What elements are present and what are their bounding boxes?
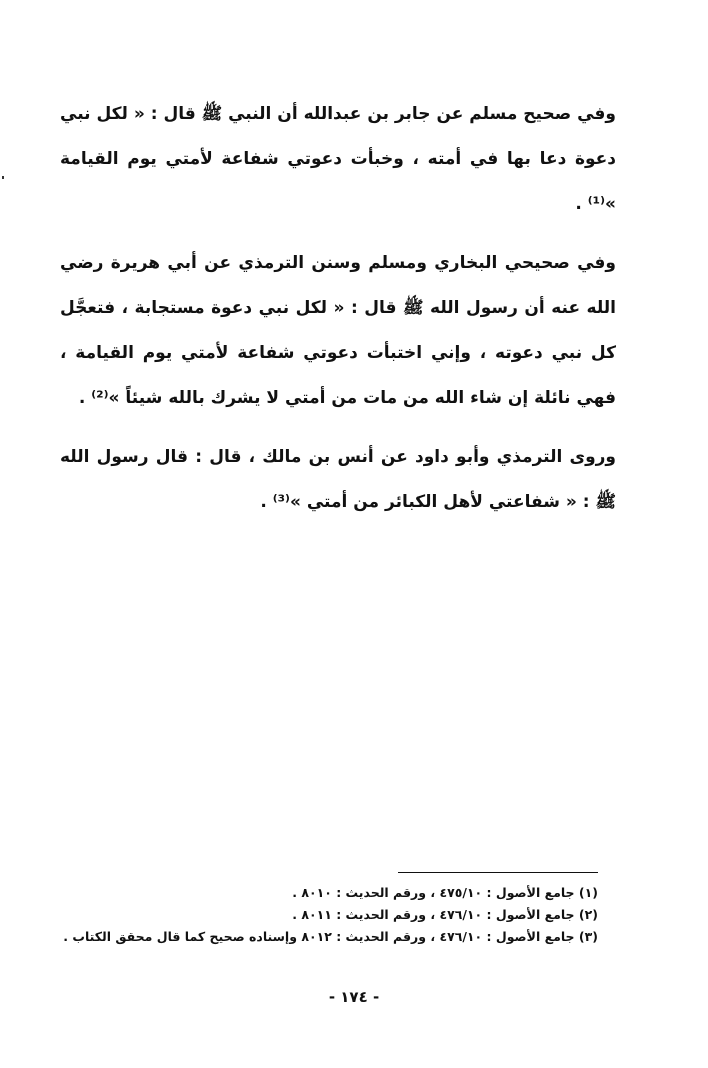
- footnote-separator: [398, 872, 598, 873]
- footnote-1: (١) جامع الأصول : ٤٧٥/١٠ ، ورقم الحديث : ٨٠١٠ .: [292, 885, 598, 900]
- page-number: - ١٧٤ -: [328, 988, 380, 1006]
- paragraph-muslim-hadith: وفي صحيح مسلم عن جابر بن عبدالله أن النبي ﷺ قال : « لكل نبي دعوة دعا بها في أمته ، وخبأت دعوتي شفاعة لأمتي يوم القيامة »⁽¹⁾ .: [60, 104, 616, 214]
- scan-edge-mark: [2, 176, 4, 179]
- paragraph-bukhari-muslim-hadith: وفي صحيحي البخاري ومسلم وسنن الترمذي عن أبي هريرة رضي الله عنه أن رسول الله ﷺ قال : « لكل نبي دعوة مستجابة ، فتعجَّل كل نبي دعوته ، وإني اختبأت دعوتي شفاعة لأمتي يوم القيامة ، فهي نائلة إن شاء الله من مات من أمتي لا يشرك بالله شيئاً »⁽²⁾ .: [60, 253, 616, 408]
- footnotes: [40, 882, 598, 948]
- footnote-3: (٣) جامع الأصول : ٤٧٦/١٠ ، ورقم الحديث : ٨٠١٢ وإسناده صحيح كما قال محقق الكتاب .: [63, 929, 598, 944]
- main-text: [60, 92, 616, 525]
- paragraph-tirmidhi-hadith: وروى الترمذي وأبو داود عن أنس بن مالك ، قال : قال رسول الله ﷺ : « شفاعتي لأهل الكبائر من أمتي »⁽³⁾ .: [60, 447, 616, 512]
- footnote-2: (٢) جامع الأصول : ٤٧٦/١٠ ، ورقم الحديث : ٨٠١١ .: [292, 907, 598, 922]
